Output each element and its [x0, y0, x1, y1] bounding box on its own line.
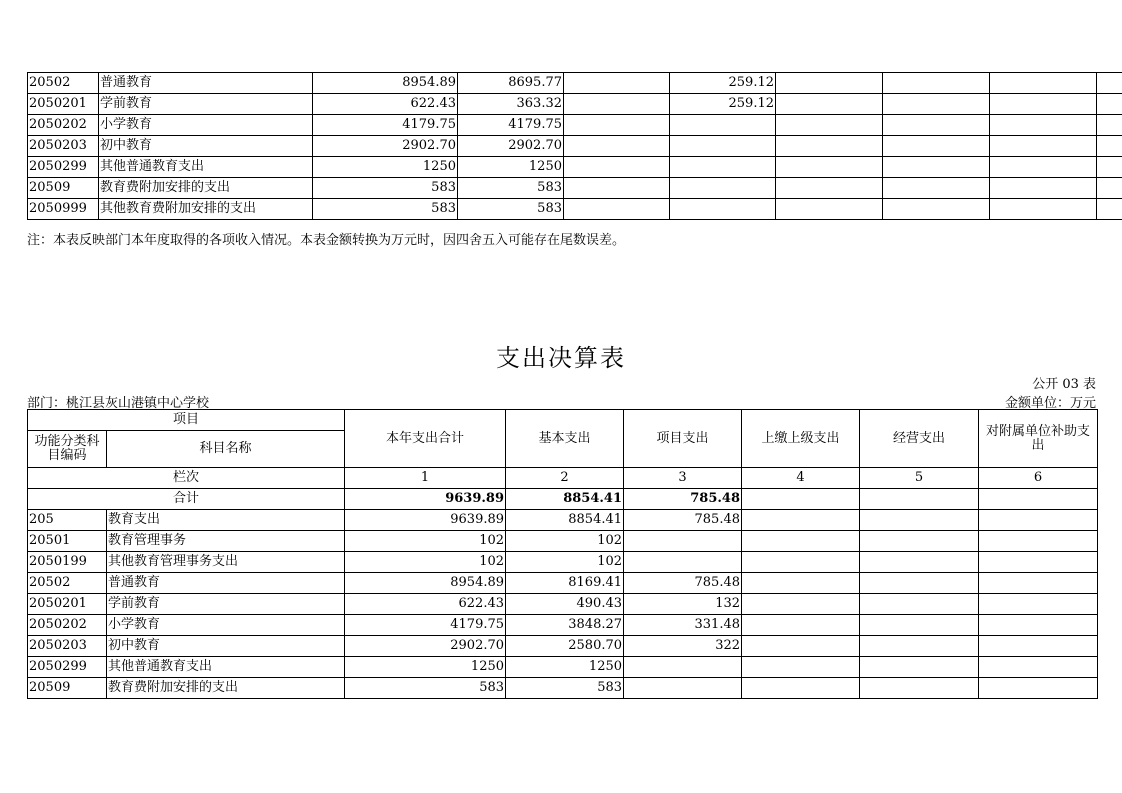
row-project — [624, 678, 742, 699]
row-empty — [1097, 94, 1122, 115]
row-col1: 622.43 — [313, 94, 458, 115]
table-row — [28, 531, 1098, 552]
row-empty — [860, 594, 979, 615]
row-empty — [776, 178, 883, 199]
row-code: 2050202 — [28, 115, 99, 136]
row-empty — [883, 94, 990, 115]
row-code: 2050299 — [28, 157, 99, 178]
row-col2: 2902.70 — [458, 136, 564, 157]
row-col1: 583 — [313, 178, 458, 199]
row-empty — [742, 510, 860, 531]
row-code: 2050202 — [28, 615, 107, 636]
row-col4: 259.12 — [670, 94, 776, 115]
row-name: 初中教育 — [99, 136, 313, 157]
table-note: 注：本表反映部门本年度取得的各项收入情况。本表金额转换为万元时，因四舍五入可能存在尾数误差。 — [27, 233, 626, 248]
col-num-4: 4 — [742, 468, 860, 489]
row-col3 — [564, 115, 670, 136]
row-basic: 2580.70 — [506, 636, 624, 657]
row-basic: 1250 — [506, 657, 624, 678]
table-row — [28, 73, 1122, 94]
sum-basic: 8854.41 — [506, 489, 624, 510]
row-project — [624, 531, 742, 552]
row-empty — [776, 94, 883, 115]
row-basic: 3848.27 — [506, 615, 624, 636]
table-row — [28, 594, 1098, 615]
row-empty — [1097, 199, 1122, 220]
row-basic: 102 — [506, 531, 624, 552]
row-basic: 102 — [506, 552, 624, 573]
col-num-2: 2 — [506, 468, 624, 489]
header-project: 项目支出 — [624, 410, 742, 468]
header-subsidy: 对附属单位补助支出 — [979, 410, 1098, 468]
row-col1: 4179.75 — [313, 115, 458, 136]
row-col1: 8954.89 — [313, 73, 458, 94]
row-empty — [860, 531, 979, 552]
row-col3 — [564, 178, 670, 199]
form-number: 公开 03 表 — [1032, 377, 1096, 392]
row-empty — [990, 94, 1097, 115]
row-basic: 583 — [506, 678, 624, 699]
row-name: 教育管理事务 — [107, 531, 345, 552]
row-empty — [1097, 115, 1122, 136]
row-col3 — [564, 94, 670, 115]
row-name: 其他教育管理事务支出 — [107, 552, 345, 573]
col-num-1: 1 — [345, 468, 506, 489]
table-row — [28, 199, 1122, 220]
row-name: 初中教育 — [107, 636, 345, 657]
row-total: 102 — [345, 531, 506, 552]
row-code: 20502 — [28, 73, 99, 94]
header-item: 项目 — [28, 410, 345, 431]
row-name: 其他普通教育支出 — [99, 157, 313, 178]
table-row — [28, 178, 1122, 199]
row-empty — [1097, 136, 1122, 157]
row-name: 小学教育 — [107, 615, 345, 636]
row-empty — [979, 552, 1098, 573]
sum-subsidy — [979, 489, 1098, 510]
row-empty — [860, 657, 979, 678]
row-code: 2050203 — [28, 636, 107, 657]
row-empty — [860, 636, 979, 657]
row-name: 小学教育 — [99, 115, 313, 136]
row-code: 20501 — [28, 531, 107, 552]
row-empty — [990, 157, 1097, 178]
row-empty — [860, 510, 979, 531]
department-label: 部门：桃江县灰山港镇中心学校 — [27, 396, 210, 411]
row-empty — [883, 115, 990, 136]
row-name: 学前教育 — [99, 94, 313, 115]
table-row — [28, 552, 1098, 573]
row-empty — [1097, 178, 1122, 199]
row-empty — [990, 115, 1097, 136]
page-title: 支出决算表 — [496, 344, 626, 372]
row-name: 教育费附加安排的支出 — [107, 678, 345, 699]
row-col3 — [564, 157, 670, 178]
row-col2: 363.32 — [458, 94, 564, 115]
header-basic: 基本支出 — [506, 410, 624, 468]
row-project — [624, 552, 742, 573]
row-project: 331.48 — [624, 615, 742, 636]
table-row — [28, 678, 1098, 699]
header-total: 本年支出合计 — [345, 410, 506, 468]
row-col3 — [564, 199, 670, 220]
table-row — [28, 657, 1098, 678]
row-empty — [979, 510, 1098, 531]
row-code: 2050199 — [28, 552, 107, 573]
row-empty — [860, 552, 979, 573]
sum-label: 合计 — [28, 489, 345, 510]
row-name: 其他普通教育支出 — [107, 657, 345, 678]
row-code: 2050203 — [28, 136, 99, 157]
sum-total: 9639.89 — [345, 489, 506, 510]
table-row — [28, 94, 1122, 115]
sum-project: 785.48 — [624, 489, 742, 510]
row-empty — [860, 615, 979, 636]
row-name: 普通教育 — [99, 73, 313, 94]
row-project — [624, 657, 742, 678]
row-col4: 259.12 — [670, 73, 776, 94]
row-col1: 583 — [313, 199, 458, 220]
col-num-6: 6 — [979, 468, 1098, 489]
row-col2: 583 — [458, 199, 564, 220]
row-empty — [742, 615, 860, 636]
row-code: 2050299 — [28, 657, 107, 678]
unit-label: 金额单位：万元 — [1004, 396, 1096, 411]
table-row — [28, 636, 1098, 657]
row-empty — [742, 657, 860, 678]
row-empty — [990, 73, 1097, 94]
row-empty — [742, 531, 860, 552]
row-name: 其他教育费附加安排的支出 — [99, 199, 313, 220]
row-col2: 583 — [458, 178, 564, 199]
row-empty — [776, 73, 883, 94]
row-empty — [776, 157, 883, 178]
row-total: 8954.89 — [345, 573, 506, 594]
row-empty — [979, 594, 1098, 615]
row-empty — [990, 136, 1097, 157]
row-col4 — [670, 178, 776, 199]
sum-row — [28, 489, 1098, 510]
row-total: 2902.70 — [345, 636, 506, 657]
row-empty — [990, 199, 1097, 220]
row-empty — [883, 178, 990, 199]
row-total: 622.43 — [345, 594, 506, 615]
row-project: 785.48 — [624, 510, 742, 531]
row-empty — [883, 136, 990, 157]
row-col1: 2902.70 — [313, 136, 458, 157]
row-col1: 1250 — [313, 157, 458, 178]
row-total: 583 — [345, 678, 506, 699]
row-code: 20509 — [28, 678, 107, 699]
row-col4 — [670, 136, 776, 157]
row-col4 — [670, 199, 776, 220]
table-row — [28, 615, 1098, 636]
row-empty — [979, 678, 1098, 699]
row-empty — [742, 552, 860, 573]
row-empty — [990, 178, 1097, 199]
row-code: 205 — [28, 510, 107, 531]
row-empty — [979, 573, 1098, 594]
header-business: 经营支出 — [860, 410, 979, 468]
header-name: 科目名称 — [107, 431, 345, 468]
row-col2: 1250 — [458, 157, 564, 178]
income-table-continued — [27, 72, 1122, 220]
row-project: 785.48 — [624, 573, 742, 594]
row-project: 132 — [624, 594, 742, 615]
row-empty — [860, 678, 979, 699]
row-total: 4179.75 — [345, 615, 506, 636]
row-code: 20509 — [28, 178, 99, 199]
row-empty — [979, 531, 1098, 552]
row-total: 9639.89 — [345, 510, 506, 531]
row-name: 教育费附加安排的支出 — [99, 178, 313, 199]
row-empty — [1097, 73, 1122, 94]
row-col4 — [670, 157, 776, 178]
table-row — [28, 510, 1098, 531]
row-empty — [883, 73, 990, 94]
row-name: 学前教育 — [107, 594, 345, 615]
table-row — [28, 115, 1122, 136]
row-project: 322 — [624, 636, 742, 657]
table-row — [28, 573, 1098, 594]
row-empty — [860, 573, 979, 594]
row-name: 普通教育 — [107, 573, 345, 594]
row-name: 教育支出 — [107, 510, 345, 531]
row-code: 2050201 — [28, 94, 99, 115]
header-col-no: 栏次 — [28, 468, 345, 489]
row-basic: 8854.41 — [506, 510, 624, 531]
row-empty — [979, 615, 1098, 636]
row-basic: 8169.41 — [506, 573, 624, 594]
col-num-3: 3 — [624, 468, 742, 489]
row-total: 102 — [345, 552, 506, 573]
row-empty — [776, 199, 883, 220]
row-empty — [776, 136, 883, 157]
row-empty — [742, 678, 860, 699]
row-empty — [1097, 157, 1122, 178]
row-empty — [979, 636, 1098, 657]
row-code: 2050999 — [28, 199, 99, 220]
col-num-5: 5 — [860, 468, 979, 489]
header-code: 功能分类科目编码 — [28, 431, 107, 468]
row-col3 — [564, 136, 670, 157]
row-empty — [883, 157, 990, 178]
row-empty — [742, 636, 860, 657]
row-empty — [776, 115, 883, 136]
row-col4 — [670, 115, 776, 136]
expense-table — [27, 409, 1098, 699]
row-basic: 490.43 — [506, 594, 624, 615]
row-code: 20502 — [28, 573, 107, 594]
row-code: 2050201 — [28, 594, 107, 615]
row-empty — [742, 594, 860, 615]
sum-upper — [742, 489, 860, 510]
sum-business — [860, 489, 979, 510]
row-col2: 8695.77 — [458, 73, 564, 94]
row-empty — [742, 573, 860, 594]
row-empty — [979, 657, 1098, 678]
row-col3 — [564, 73, 670, 94]
table-row — [28, 136, 1122, 157]
table-row — [28, 157, 1122, 178]
header-upper: 上缴上级支出 — [742, 410, 860, 468]
row-total: 1250 — [345, 657, 506, 678]
row-col2: 4179.75 — [458, 115, 564, 136]
row-empty — [883, 199, 990, 220]
